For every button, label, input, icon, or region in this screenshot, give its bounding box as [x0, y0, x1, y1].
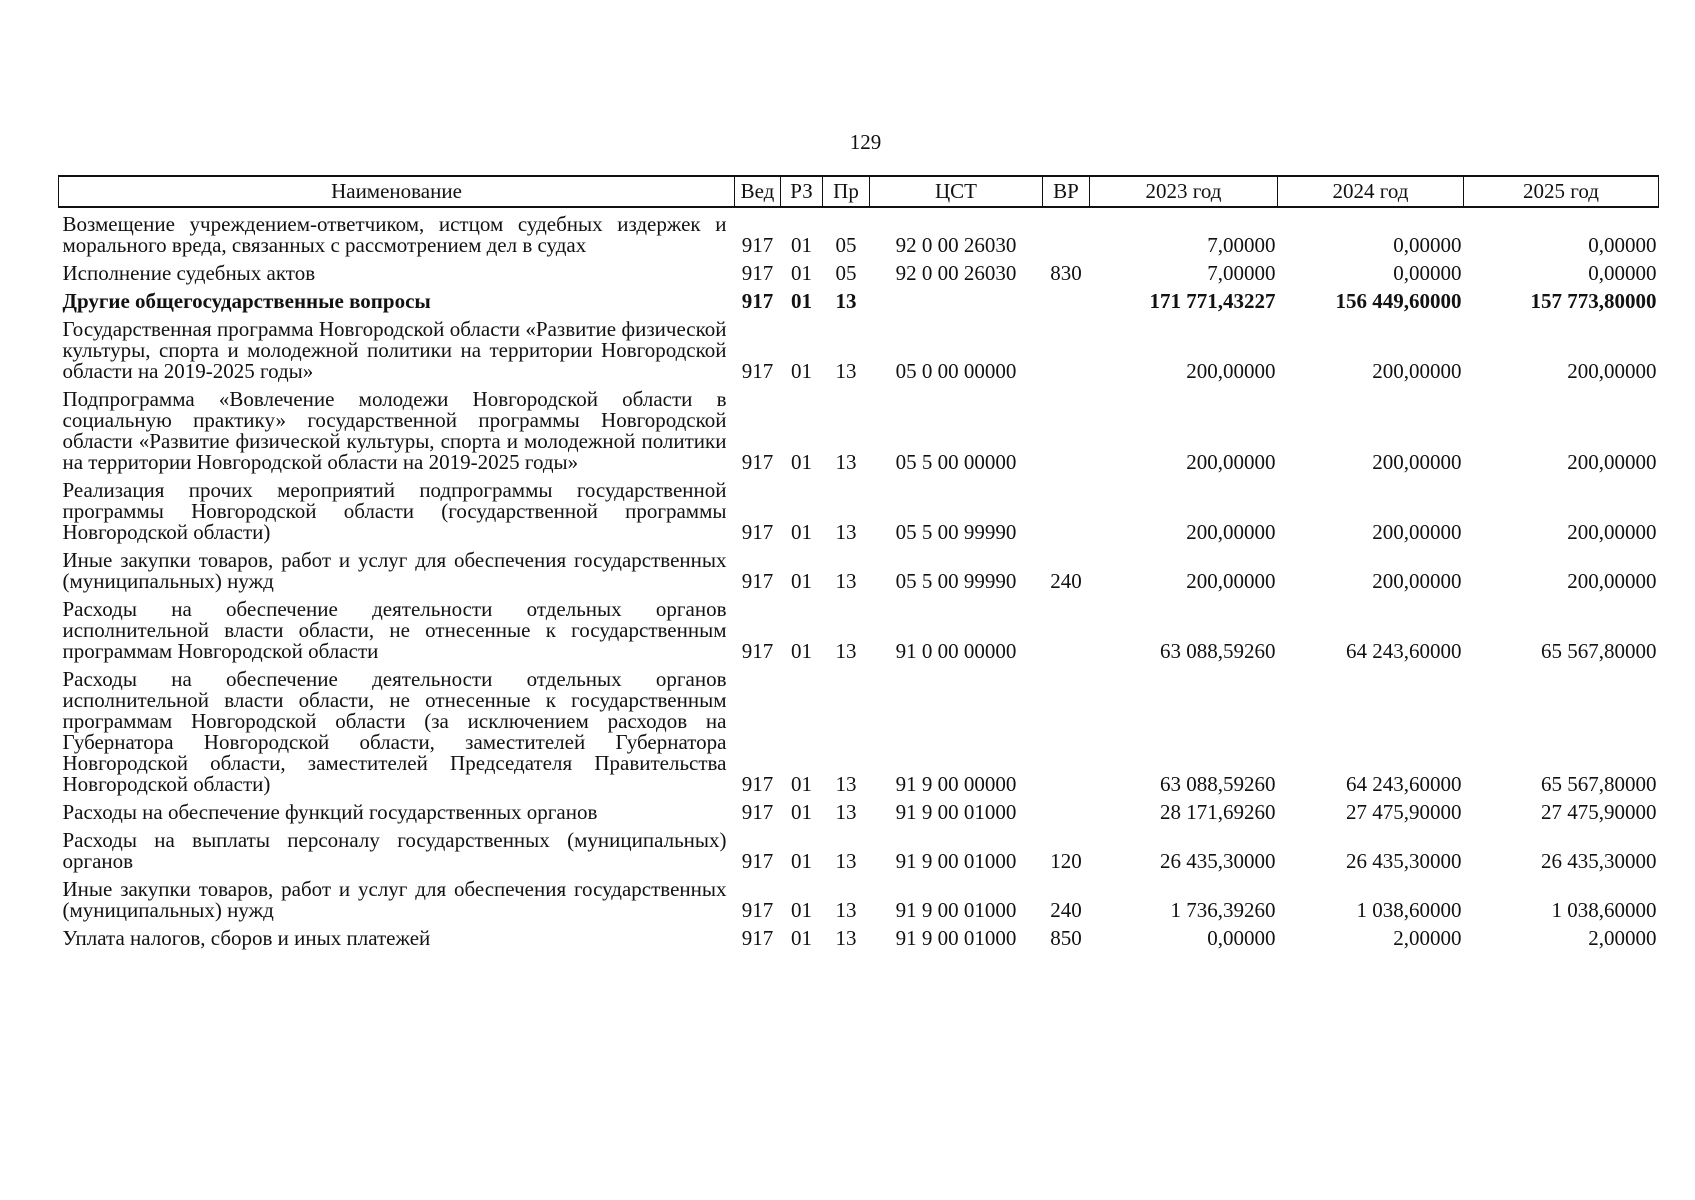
header-rz: РЗ — [781, 176, 823, 207]
cell-2024: 200,00000 — [1372, 450, 1462, 474]
cell-name: Расходы на обеспечение деятельности отдельных органов исполнительной власти области, не отнесенные к государственным программам Новгородской области — [62, 597, 727, 663]
table-row — [59, 384, 1659, 475]
table-row — [59, 797, 1659, 825]
cell-ved: 917 — [741, 926, 774, 950]
budget-table — [58, 175, 1659, 951]
table-row — [59, 475, 1659, 545]
cell-2025: 200,00000 — [1567, 569, 1657, 593]
header-2023: 2023 год — [1090, 176, 1278, 207]
cell-2025: 200,00000 — [1567, 450, 1657, 474]
cell-vr: 120 — [1050, 849, 1082, 873]
cell-vr — [1043, 384, 1090, 475]
cell-vr — [1043, 594, 1090, 664]
cell-2023: 26 435,30000 — [1160, 849, 1276, 873]
cell-vr: 240 — [1050, 569, 1082, 593]
cell-2024: 200,00000 — [1372, 520, 1462, 544]
cell-ved: 917 — [741, 289, 774, 313]
cell-ved: 917 — [741, 359, 774, 383]
cell-2024: 26 435,30000 — [1346, 849, 1462, 873]
table-row — [59, 286, 1659, 314]
header-name: Наименование — [59, 176, 735, 207]
cell-2025: 65 567,80000 — [1541, 772, 1657, 796]
cell-2025: 26 435,30000 — [1541, 849, 1657, 873]
cell-2024: 200,00000 — [1372, 569, 1462, 593]
cell-ved: 917 — [741, 520, 774, 544]
cell-vr — [1043, 207, 1090, 258]
cell-rz: 01 — [791, 450, 812, 474]
cell-pr: 05 — [835, 261, 857, 285]
cell-2024: 64 243,60000 — [1346, 772, 1462, 796]
cell-rz: 01 — [791, 520, 812, 544]
cell-vr — [1043, 797, 1090, 825]
cell-2024: 64 243,60000 — [1346, 639, 1462, 663]
cell-name: Реализация прочих мероприятий подпрограммы государственной программы Новгородской области (государственной программы Новгородской области) — [62, 478, 727, 544]
table-header — [59, 176, 1659, 207]
table-row — [59, 664, 1659, 797]
header-ved: Вед — [735, 176, 781, 207]
cell-2023: 0,00000 — [1207, 926, 1276, 950]
cell-2025: 65 567,80000 — [1541, 639, 1657, 663]
cell-pr: 13 — [835, 639, 857, 663]
cell-ved: 917 — [741, 450, 774, 474]
cell-rz: 01 — [791, 898, 812, 922]
header-vr: ВР — [1043, 176, 1090, 207]
cell-rz: 01 — [791, 261, 812, 285]
table-row — [59, 923, 1659, 951]
header-cst: ЦСТ — [870, 176, 1043, 207]
cell-ved: 917 — [741, 569, 774, 593]
cell-cst: 91 9 00 00000 — [895, 772, 1017, 796]
cell-pr: 13 — [835, 450, 857, 474]
cell-2025: 2,00000 — [1588, 926, 1657, 950]
cell-2025: 200,00000 — [1567, 359, 1657, 383]
cell-name: Иные закупки товаров, работ и услуг для обеспечения государственных (муниципальных) нужд — [62, 877, 727, 922]
table-row — [59, 258, 1659, 286]
cell-ved: 917 — [741, 800, 774, 824]
cell-vr — [1043, 664, 1090, 797]
cell-2024: 2,00000 — [1393, 926, 1462, 950]
cell-vr: 830 — [1050, 261, 1082, 285]
cell-2024: 0,00000 — [1393, 233, 1462, 257]
cell-name: Уплата налогов, сборов и иных платежей — [62, 926, 431, 950]
cell-rz: 01 — [791, 289, 812, 313]
cell-pr: 13 — [835, 898, 857, 922]
cell-name: Расходы на выплаты персоналу государственных (муниципальных) органов — [62, 828, 727, 873]
cell-ved: 917 — [741, 233, 774, 257]
cell-cst: 92 0 00 26030 — [895, 233, 1017, 257]
cell-cst: 05 5 00 99990 — [895, 569, 1017, 593]
table-row — [59, 874, 1659, 923]
cell-2025: 1 038,60000 — [1551, 898, 1657, 922]
cell-2023: 63 088,59260 — [1160, 772, 1276, 796]
cell-pr: 13 — [835, 926, 857, 950]
table-row — [59, 207, 1659, 258]
cell-2023: 7,00000 — [1207, 261, 1276, 285]
header-pr: Пр — [823, 176, 870, 207]
cell-vr — [1043, 475, 1090, 545]
cell-rz: 01 — [791, 569, 812, 593]
cell-name: Расходы на обеспечение функций государственных органов — [62, 800, 598, 824]
cell-rz: 01 — [791, 772, 812, 796]
cell-rz: 01 — [791, 639, 812, 663]
header-row — [59, 176, 1659, 207]
cell-cst — [870, 286, 1043, 314]
cell-pr: 13 — [835, 359, 857, 383]
header-2024: 2024 год — [1278, 176, 1464, 207]
cell-vr: 240 — [1050, 898, 1082, 922]
cell-ved: 917 — [741, 639, 774, 663]
cell-vr — [1043, 286, 1090, 314]
page-number: 129 — [849, 130, 882, 154]
cell-name: Иные закупки товаров, работ и услуг для обеспечения государственных (муниципальных) нужд — [62, 548, 727, 593]
cell-pr: 13 — [835, 520, 857, 544]
cell-2023: 200,00000 — [1186, 520, 1276, 544]
cell-ved: 917 — [741, 772, 774, 796]
cell-vr — [1043, 314, 1090, 384]
cell-2025: 0,00000 — [1588, 261, 1657, 285]
cell-2023: 28 171,69260 — [1160, 800, 1276, 824]
cell-ved: 917 — [741, 261, 774, 285]
cell-rz: 01 — [791, 233, 812, 257]
cell-ved: 917 — [741, 898, 774, 922]
cell-cst: 05 0 00 00000 — [895, 359, 1017, 383]
cell-pr: 13 — [835, 289, 857, 313]
cell-name: Расходы на обеспечение деятельности отдельных органов исполнительной власти области, не отнесенные к государственным программам Новгородской области (за исключением расходов на Губернатора Новгородской области, заместителей Губернатора Новгородской области, заместителей Председателя Правительства Новгородской области) — [62, 667, 727, 796]
table-row — [59, 594, 1659, 664]
cell-rz: 01 — [791, 800, 812, 824]
cell-name: Другие общегосударственные вопросы — [62, 289, 431, 313]
cell-2025: 0,00000 — [1588, 233, 1657, 257]
cell-2025: 200,00000 — [1567, 520, 1657, 544]
cell-name: Подпрограмма «Вовлечение молодежи Новгородской области в социальную практику» государственной программы Новгородской области «Развитие физической культуры, спорта и молодежной политики на территории Новгородской области на 2019-2025 годы» — [62, 387, 727, 474]
cell-cst: 91 9 00 01000 — [895, 926, 1017, 950]
cell-vr: 850 — [1050, 926, 1082, 950]
cell-2023: 7,00000 — [1207, 233, 1276, 257]
cell-2024: 156 449,60000 — [1335, 289, 1462, 313]
cell-pr: 05 — [835, 233, 857, 257]
cell-cst: 91 9 00 01000 — [895, 898, 1017, 922]
cell-cst: 05 5 00 99990 — [895, 520, 1017, 544]
header-2025: 2025 год — [1464, 176, 1659, 207]
cell-2025: 27 475,90000 — [1541, 800, 1657, 824]
table-row — [59, 545, 1659, 594]
cell-name: Государственная программа Новгородской области «Развитие физической культуры, спорта и молодежной политики на территории Новгородской области на 2019-2025 годы» — [62, 317, 727, 383]
table-row — [59, 825, 1659, 874]
cell-pr: 13 — [835, 849, 857, 873]
cell-2023: 200,00000 — [1186, 569, 1276, 593]
cell-2023: 200,00000 — [1186, 359, 1276, 383]
cell-2023: 200,00000 — [1186, 450, 1276, 474]
cell-2024: 1 038,60000 — [1356, 898, 1462, 922]
cell-2023: 63 088,59260 — [1160, 639, 1276, 663]
table-row — [59, 314, 1659, 384]
table-body — [59, 207, 1659, 951]
cell-2024: 200,00000 — [1372, 359, 1462, 383]
cell-cst: 91 9 00 01000 — [895, 800, 1017, 824]
cell-pr: 13 — [835, 800, 857, 824]
cell-cst: 91 9 00 01000 — [895, 849, 1017, 873]
cell-pr: 13 — [835, 569, 857, 593]
cell-name: Возмещение учреждением-ответчиком, истцом судебных издержек и морального вреда, связанных с рассмотрением дел в судах — [62, 212, 727, 257]
cell-2024: 27 475,90000 — [1346, 800, 1462, 824]
cell-2024: 0,00000 — [1393, 261, 1462, 285]
cell-name: Исполнение судебных актов — [62, 261, 316, 285]
cell-2023: 171 771,43227 — [1149, 289, 1276, 313]
cell-2025: 157 773,80000 — [1530, 289, 1657, 313]
cell-rz: 01 — [791, 359, 812, 383]
cell-2023: 1 736,39260 — [1170, 898, 1276, 922]
cell-cst: 05 5 00 00000 — [895, 450, 1017, 474]
cell-cst: 92 0 00 26030 — [895, 261, 1017, 285]
cell-pr: 13 — [835, 772, 857, 796]
cell-ved: 917 — [741, 849, 774, 873]
cell-cst: 91 0 00 00000 — [895, 639, 1017, 663]
cell-rz: 01 — [791, 926, 812, 950]
cell-rz: 01 — [791, 849, 812, 873]
